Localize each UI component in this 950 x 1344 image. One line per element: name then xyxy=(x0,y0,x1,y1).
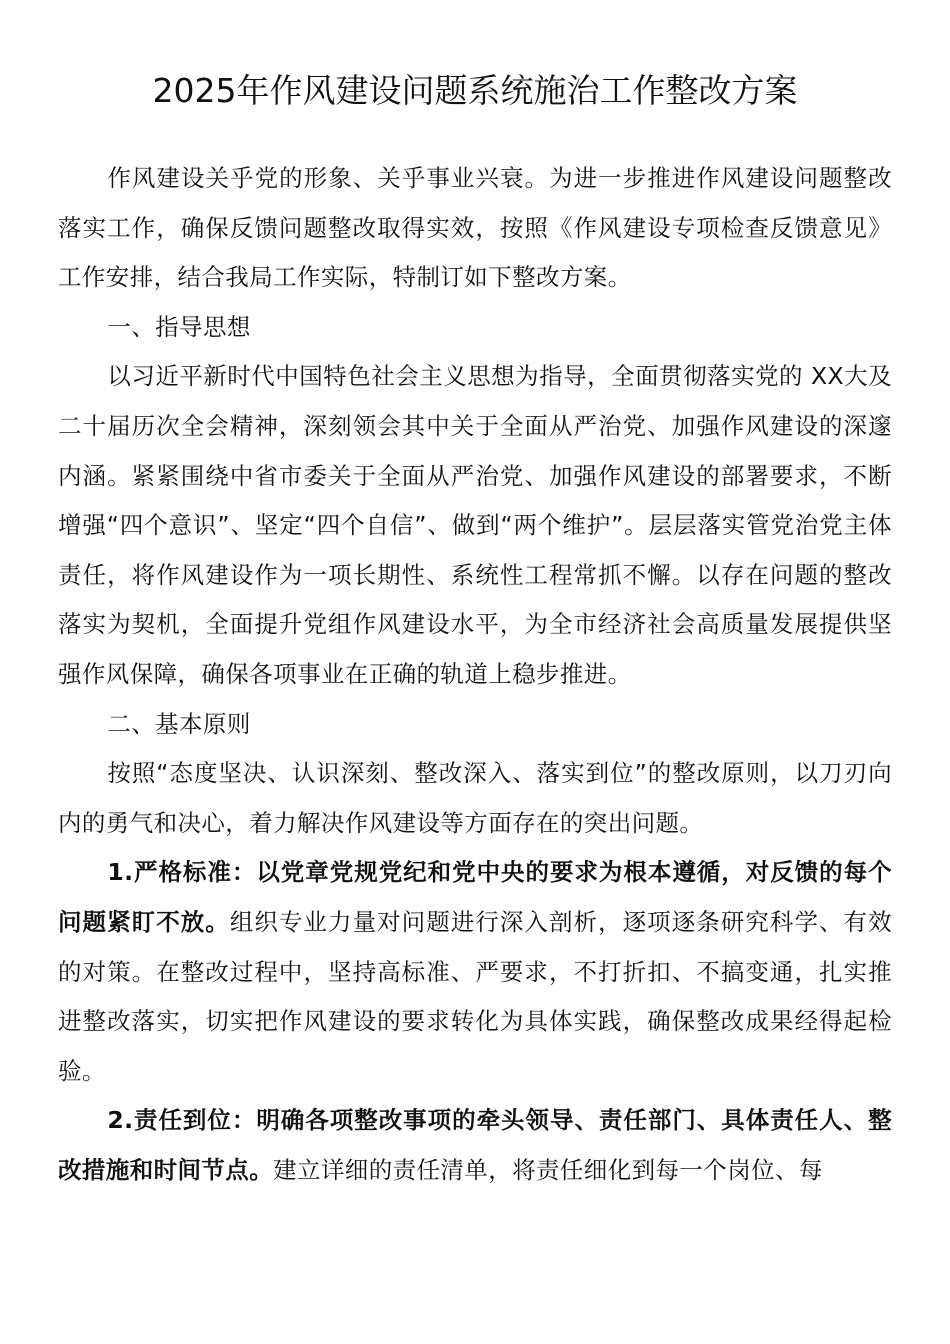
principle-responsibility xyxy=(58,1096,892,1195)
principle-lead-text: 1.严格标准：以党章党规党纪和党中央的要求为根本遵循，对反馈的每个问题紧盯不放。 xyxy=(58,858,892,936)
principle-body-text: 组织专业力量对问题进行深入剖析，逐项逐条研究科学、有效的对策。在整改过程中，坚持高标准、严要求，不打折扣、不搞变通，扎实推进整改落实，切实把作风建设的要求转化为具体实践，确保整改成果经得起检验。 xyxy=(58,907,892,1085)
principle-strict-standards xyxy=(58,848,892,1096)
principle-body-text: 建立详细的责任清单，将责任细化到每一个岗位、每 xyxy=(273,1155,823,1184)
intro-paragraph: 作风建设关乎党的形象、关乎事业兴衰。为进一步推进作风建设问题整改落实工作，确保反馈问题整改取得实效，按照《作风建设专项检查反馈意见》工作安排，结合我局工作实际，特制订如下整改方案。 xyxy=(58,164,892,292)
section-body-guiding-ideology: 以习近平新时代中国特色社会主义思想为指导，全面贯彻落实党的 XX大及二十届历次全会精神，深刻领会其中关于全面从严治党、加强作风建设的深邃内涵。紧紧围绕中省市委关于全面从严治党、加强作风建设的部署要求，不断增强“四个意识”、坚定“四个自信”、做到“两个维护”。层层落实管党治党主体责任，将作风建设作为一项长期性、系统性工程常抓不懈。以存在问题的整改落实为契机，全面提升党组作风建设水平，为全市经济社会高质量发展提供坚强作风保障，确保各项事业在正确的轨道上稳步推进。 xyxy=(58,362,892,688)
section-heading-basic-principles: 二、基本原则 xyxy=(107,709,251,738)
section-body-basic-principles: 按照“态度坚决、认识深刻、整改深入、落实到位”的整改原则，以刀刃向内的勇气和决心，着力解决作风建设等方面存在的突出问题。 xyxy=(58,759,892,837)
document-title: 2025年作风建设问题系统施治工作整改方案 xyxy=(152,71,798,110)
section-heading-guiding-ideology: 一、指导思想 xyxy=(107,312,251,341)
principle-lead-text: 2.责任到位：明确各项整改事项的牵头领导、责任部门、具体责任人、整改措施和时间节点。 xyxy=(58,1106,892,1184)
